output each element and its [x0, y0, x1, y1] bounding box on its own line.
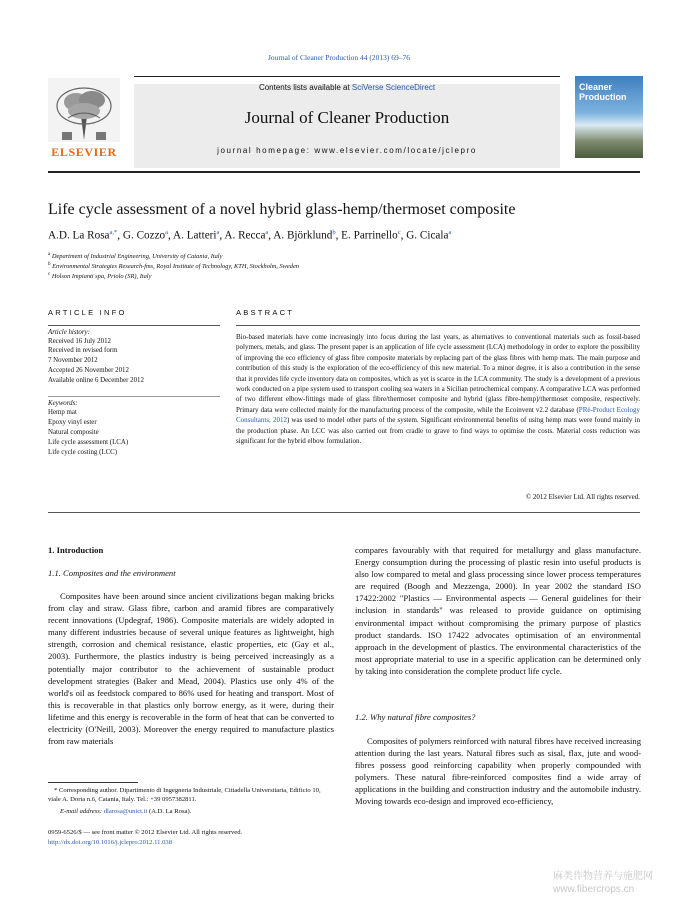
history-item: Received in revised form — [48, 347, 118, 354]
author-separator: , — [400, 229, 407, 242]
email-label: E-mail address: — [60, 808, 103, 815]
author-separator: , — [219, 229, 225, 242]
abstract-rule — [236, 325, 640, 326]
affiliation-text: Holson Impianti spa, Priolo (SR), Italy — [51, 273, 152, 281]
keywords-label: Keywords: — [48, 400, 78, 407]
author-affiliation-mark[interactable]: a,* — [109, 229, 118, 236]
affiliation-mark: c — [48, 272, 51, 277]
affiliation-mark: a — [48, 252, 51, 257]
watermark-line-2: www.fibercrops.cn — [553, 884, 635, 895]
author-affiliation-mark[interactable]: a — [216, 229, 220, 236]
author-affiliation-mark[interactable]: a — [165, 229, 169, 236]
journal-cover-title — [579, 82, 641, 102]
journal-name: Journal of Cleaner Production — [244, 108, 450, 127]
corresponding-author-note: * Corresponding author. Dipartimento di Ingegneria Industriale, Cittadella Universitaria, Edificio 10, viale A. Doria n.6, Catania, Italy. Tel.: +39 0957382811. — [48, 787, 321, 804]
author-name: A.D. La Rosa — [48, 229, 110, 242]
affiliation — [48, 272, 151, 280]
affiliation — [48, 262, 299, 270]
keywords-rule — [48, 396, 220, 397]
cover-title-line-1: Cleaner — [579, 82, 613, 92]
footnote-rule — [48, 782, 138, 783]
author-separator: , — [117, 229, 123, 242]
abstract-part-1: Bio-based materials have come increasingly into focus during the last years, as alternatives to conventional materials such as fossil-based polymers, metals, and glass. The present paper is an application of life cycle assessment (LCA) methodology in order to explore the possibility of improving the eco efficiency of glass fibre composite materials by replacing part of the glass fibres with hemp mats. The main purpose and contribution of this study is the exploration of the eco-efficiency of this new material. To a minor degree, it is also a contribution in the sense that it provides life cycle inventory data on composites, which as yet is scarce in the LCA community. The study is a development of a previous work conducted on a pipe system used to transport cooling sea waters in a Sicilian petrochemical company. A comparative LCA was performed of two different elbow-fittings made of glass fibre/thermoset composite and hybrid (glass fibre-hemp)/thermoset composite, respectively. Primary data were collected mainly for the manufacturing process of the composite, while the Ecoinvent v2.2 database ( — [236, 333, 640, 414]
subsection-heading-1-2: 1.2. Why natural fibre composites? — [355, 712, 476, 722]
author-name: E. Parrinello — [341, 229, 398, 242]
author-separator: , — [335, 229, 342, 242]
abstract-citation-link[interactable]: PRè-Product Ecology Consultants, 2012 — [236, 405, 640, 425]
keyword: Hemp mat — [48, 409, 77, 416]
contents-line — [134, 83, 560, 92]
author-affiliation-mark[interactable]: c — [397, 229, 401, 236]
publisher-name: ELSEVIER — [51, 145, 117, 159]
cover-title-line-2: Production — [579, 92, 627, 102]
watermark-line-1: 麻类作物营养与施肥网 — [553, 871, 653, 882]
journal-reference[interactable]: Journal of Cleaner Production 44 (2013) 69–76 — [267, 53, 411, 62]
article-info-rule — [48, 325, 220, 326]
abstract-text — [236, 332, 640, 446]
article-info-heading: ARTICLE INFO — [48, 308, 127, 317]
author-name: A. Björklund — [273, 229, 333, 242]
author-name: G. Cozzo — [122, 229, 166, 242]
author-separator: , — [168, 229, 174, 242]
header-bottom-rule — [48, 171, 640, 173]
affiliation-text: Department of Industrial Engineering, University of Catania, Italy — [51, 253, 223, 261]
watermark — [553, 870, 653, 896]
author-list — [48, 229, 451, 242]
front-matter-rule — [48, 512, 640, 513]
subsection-heading-1-1: 1.1. Composites and the environment — [48, 568, 176, 578]
section-heading-introduction: 1. Introduction — [48, 545, 104, 555]
issn-line: 0959-6526/$ — see front matter © 2012 Elsevier Ltd. All rights reserved. — [48, 829, 243, 836]
history-item: Accepted 26 November 2012 — [48, 367, 129, 374]
affiliation-mark: b — [48, 262, 51, 267]
history-item: Available online 6 December 2012 — [48, 377, 144, 384]
email-suffix: (A.D. La Rosa). — [147, 808, 192, 815]
email-note — [48, 807, 346, 816]
affiliation-text: Environmental Strategies Research-fms, Royal Institute of Technology, KTH, Stockholm, Sweden — [52, 263, 299, 271]
body-paragraph-right-1: compares favourably with that required for metallurgy and glass manufacture. Energy consumption during the processing of plastic resin into useful products is also low compared to metal and glass processing since lower process temperatures are required (Boogh and Mezzenga, 2000). In year 2002 the standard ISO 17422:2002 "Plastics — Environmental aspects — General guidelines for their inclusion in standards" was released to provide guidance on optimising environmental impact without compromising the primary purpose of plastics product standards. ISO 17422 advocates optimisation of an environmental approach in the development of plastics. The environmental characteristics of the most appropriate material to use in a specific application can be determined only by taking into consideration the complete product life cycle. — [355, 545, 641, 676]
history-label: Article history: — [48, 329, 90, 336]
affiliation — [48, 252, 222, 260]
keyword: Life cycle assessment (LCA) — [48, 439, 129, 446]
sciencedirect-link[interactable]: SciVerse ScienceDirect — [351, 83, 436, 92]
history-item: 7 November 2012 — [48, 357, 98, 364]
keyword: Epoxy vinyl ester — [48, 419, 97, 426]
paper-title: Life cycle assessment of a novel hybrid glass-hemp/thermoset composite — [48, 201, 516, 218]
abstract-part-2: ) was used to model other parts of the system. Significant environmental benefits of using hemp mats were found mainly in the production phase. An LCC was also carried out from cradle to grave to find ways to optimise the costs. Material costs reduction was significant for the hybrid elbow formulation. — [236, 416, 640, 446]
history-item: Received 16 July 2012 — [48, 338, 111, 345]
body-paragraph-left: Composites have been around since ancient civilizations began making bricks from clay and straw. Glass fibre, carbon and aramid fibres are comparatively recent innovations (Updegraf, 1986). Composite materials are widely adopted in many different industries because of several unique features as lightweight, high strength, corrosion and chemical resistance, elastic properties, etc (Gay et al., 2003). Furthermore, the plastics industry is being perceived increasingly as a potentially major contributor to the achievement of sustainable product development strategies (Baker and Mead, 2004). Plastics use only 4% of the world's oil as feedstock compared to 86% used for heating and transport. Most of this is recoverable in that plastics only borrow energy, as it were, during their lifetime and this energy is recoverable in the form of heat that can be converted to electricity (O'Neill, 2003). Moreover the energy required to manufacture plastics from raw materials — [48, 591, 334, 747]
email-link[interactable]: dlarosa@unict.it — [103, 808, 148, 815]
keyword: Natural composite — [48, 429, 99, 436]
author-name: A. Recca — [224, 229, 266, 242]
abstract-heading: ABSTRACT — [236, 308, 295, 317]
copyright-line: © 2012 Elsevier Ltd. All rights reserved. — [525, 493, 640, 501]
author-separator: , — [268, 229, 274, 242]
author-affiliation-mark[interactable]: a — [265, 229, 269, 236]
author-name: A. Latteri — [173, 229, 217, 242]
author-affiliation-mark[interactable]: a — [448, 229, 452, 236]
keyword: Life cycle costing (LCC) — [48, 449, 118, 456]
journal-homepage[interactable]: journal homepage: www.elsevier.com/locate/jclepro — [217, 146, 477, 155]
contents-prefix: Contents lists available at — [258, 83, 352, 92]
doi-link[interactable]: http://dx.doi.org/10.1016/j.jclepro.2012.11.038 — [48, 839, 172, 846]
body-paragraph-right-2: Composites of polymers reinforced with natural fibres have received increasing attention during the last years. Natural fibres such as sisal, flax, jute and wood-fibres possess good reinforcing capability when properly compounded with polymers. These natural fibre-reinforced composites find a wide array of applications in the building and construction industry and the automobile industry. Moving towards eco-design and improved eco-efficiency, — [355, 736, 641, 807]
header-rule — [134, 76, 560, 77]
author-name: G. Cicala — [406, 229, 449, 242]
author-affiliation-mark[interactable]: b — [332, 229, 336, 236]
